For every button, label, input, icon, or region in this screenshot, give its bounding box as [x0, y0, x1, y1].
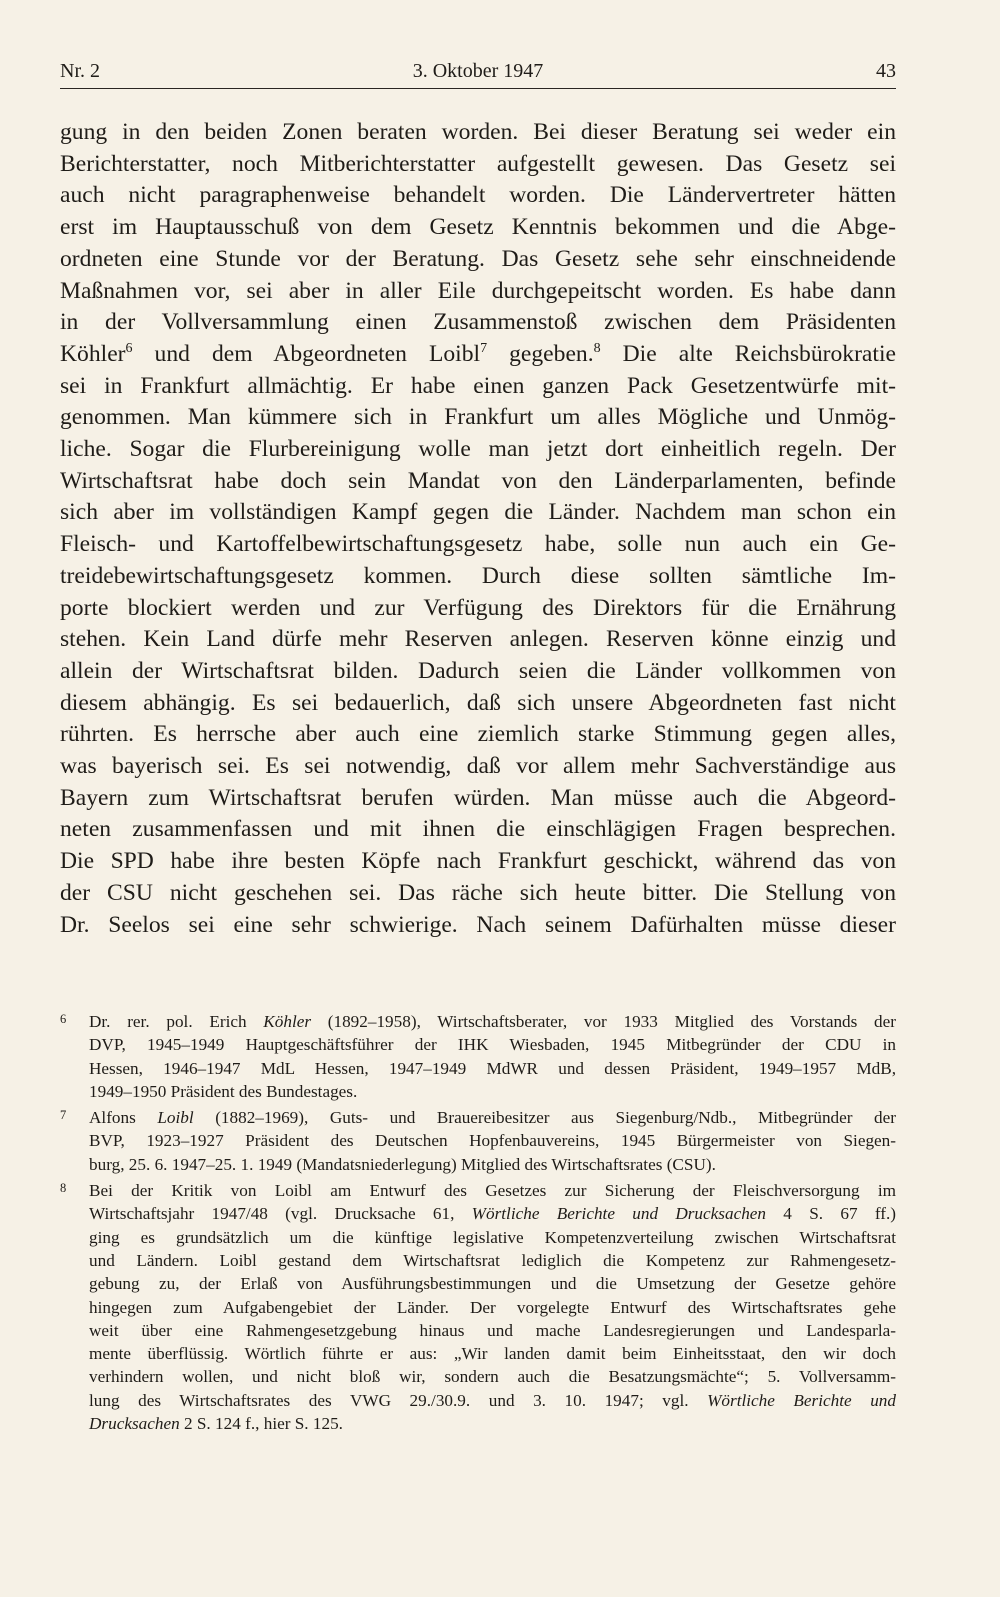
body-line [60, 719, 896, 751]
footnote-line [89, 1319, 896, 1342]
footnote-line [89, 1202, 896, 1225]
footnote-line [89, 1106, 896, 1129]
body-text-run: Dr. Seelos sei eine sehr schwierige. Nach seinem Dafürhalten müsse dieser [60, 911, 896, 938]
body-text-run: Köhler [60, 340, 126, 367]
body-text-run: genommen. Man kümmere sich in Frankfurt um alles Mögliche und Unmög- [60, 404, 896, 431]
body-line [60, 751, 896, 783]
footnote-text-run: Alfons [89, 1108, 158, 1128]
footnote-line [89, 1389, 896, 1412]
footnote-line [89, 1153, 896, 1176]
body-text-run: ordneten eine Stunde vor der Beratung. Das Gesetz sehe sehr einschneidende [60, 245, 896, 272]
footnote-line [89, 1365, 896, 1388]
footnote-text-run: BVP, 1923–1927 Präsident des Deutschen Hopfenbauvereins, 1945 Bürgermeister von Siegen- [89, 1131, 896, 1151]
footnote-italic: Köhler [263, 1012, 312, 1031]
body-text-run: stehen. Kein Land dürfe mehr Reserven anlegen. Reserven könne einzig und [60, 626, 896, 653]
footnote-text-run: verhindern wollen, und nicht bloß wir, sondern auch die Besatzungsmächte“; 5. Vollversamm- [89, 1367, 896, 1387]
body-line [60, 371, 896, 403]
footnote-ref: 7 [480, 341, 488, 357]
footnote [60, 1010, 896, 1103]
body-text-run: Fleisch- und Kartoffelbewirtschaftungsgesetz habe, solle nun auch ein Ge- [60, 531, 896, 558]
footnote [60, 1106, 896, 1176]
footnote-line [89, 1010, 896, 1033]
footnotes [60, 1010, 896, 1438]
footnote-line [89, 1080, 896, 1103]
issue-number: Nr. 2 [60, 60, 100, 82]
body-text-run: rührten. Es herrsche aber auch eine ziemlich starke Stimmung gegen alles, [60, 721, 896, 748]
body-text-run: Berichterstatter, noch Mitberichterstatter aufgestellt gewesen. Das Gesetz sei [60, 150, 896, 177]
body-line [60, 878, 896, 910]
body-text-run: Die alte Reichsbürokratie [600, 340, 896, 367]
footnote-line [89, 1033, 896, 1056]
body-text-run: in der Vollversammlung einen Zusammenstoß zwischen dem Präsidenten [60, 309, 896, 336]
footnote-text-run: weit über eine Rahmengesetzgebung hinaus und mache Landesregierungen und Landesparla- [89, 1320, 896, 1340]
body-line [60, 117, 896, 149]
footnote-text-run: lung des Wirtschaftsrates des VWG 29./30.9. und 3. 10. 1947; vgl. [89, 1390, 708, 1410]
body-text-run: Die SPD habe ihre besten Köpfe nach Frankfurt geschickt, während das von [60, 848, 896, 875]
body-text-run: neten zusammenfassen und mit ihnen die einschlägigen Fragen besprechen. [60, 816, 896, 843]
footnote-text-run: hingegen zum Aufgabengebiet der Länder. Der vorgelegte Entwurf des Wirtschaftsrates gehe [89, 1297, 896, 1317]
footnote-line [89, 1129, 896, 1152]
footnote-text-run: Wirtschaftsjahr 1947/48 (vgl. Drucksache 61, [89, 1204, 472, 1224]
footnote-number: 7 [60, 1108, 67, 1123]
body-line [60, 180, 896, 212]
footnote-text-run: (1882–1969), Guts- und Brauereibesitzer aus Siegenburg/Ndb., Mitbegründer der [193, 1108, 896, 1128]
footnote-line [89, 1272, 896, 1295]
body-line [60, 276, 896, 308]
footnote-text-run: Hessen, 1946–1947 MdL Hessen, 1947–1949 MdWR und dessen Präsident, 1949–1957 MdB, [89, 1058, 896, 1078]
body-line [60, 402, 896, 434]
body-text [60, 117, 896, 941]
body-text-run: gegeben. [487, 340, 594, 367]
body-line [60, 529, 896, 561]
body-line [60, 561, 896, 593]
body-line [60, 466, 896, 498]
footnote-line [89, 1226, 896, 1249]
footnote-line [89, 1296, 896, 1319]
body-line [60, 624, 896, 656]
body-line [60, 434, 896, 466]
footnote-text-run: mente überflüssig. Wörtlich führte er aus: „Wir landen damit beim Einheitsstaat, den wir doch [89, 1344, 896, 1364]
body-line [60, 339, 896, 371]
footnote-line [89, 1249, 896, 1272]
footnote-italic: Loibl [157, 1108, 194, 1128]
body-text-run: Bayern zum Wirtschaftsrat berufen würden. Man müsse auch die Abgeord- [60, 784, 896, 811]
footnote-text-run: 4 S. 67 ff.) [766, 1204, 896, 1224]
footnote-number: 6 [60, 1012, 67, 1026]
body-text-run: Wirtschaftsrat habe doch sein Mandat von den Länderparlamenten, befinde [60, 467, 896, 494]
footnote-text-run: DVP, 1945–1949 Hauptgeschäftsführer der IHK Wiesbaden, 1945 Mitbegründer der CDU in [89, 1035, 896, 1055]
footnote-line [89, 1412, 896, 1435]
body-line [60, 688, 896, 720]
footnote-text-run: und Ländern. Loibl gestand dem Wirtschaftsrat lediglich die Kompetenz zur Rahmengesetz- [89, 1250, 896, 1270]
body-line [60, 307, 896, 339]
body-text-run: der CSU nicht geschehen sei. Das räche sich heute bitter. Die Stellung von [60, 879, 896, 906]
footnote-text-run: 1949–1950 Präsident des Bundestages. [89, 1081, 358, 1101]
footnote-number: 8 [60, 1181, 67, 1196]
body-text-run: was bayerisch sei. Es sei notwendig, daß vor allem mehr Sachverständige aus [60, 753, 896, 780]
footnote-text-run: gebung zu, der Erlaß von Ausführungsbestimmungen und die Umsetzung der Gesetze gehöre [89, 1274, 896, 1294]
footnote-text-run: 2 S. 124 f., hier S. 125. [179, 1414, 343, 1434]
footnote-italic: Wörtliche Berichte und Drucksachen [471, 1204, 767, 1224]
body-text-run: sei in Frankfurt allmächtig. Er habe einen ganzen Pack Gesetzentwürfe mit- [60, 372, 896, 399]
body-line [60, 910, 896, 942]
body-line [60, 846, 896, 878]
footnote-ref: 6 [125, 341, 133, 357]
footnote-italic: Wörtliche Berichte und [707, 1390, 896, 1410]
body-text-run: und dem Abgeordneten Loibl [132, 340, 481, 367]
body-text-run: gung in den beiden Zonen beraten worden. Bei dieser Beratung sei weder ein [60, 119, 896, 145]
footnote-line [89, 1342, 896, 1365]
footnote-ref: 8 [593, 341, 601, 357]
footnote-text-run: ging es grundsätzlich um die künftige legislative Kompetenzverteilung zwischen Wirtschaftsrat [89, 1227, 896, 1247]
footnote [60, 1179, 896, 1435]
body-text-run: Maßnahmen vor, sei aber in aller Eile durchgepeitscht worden. Es habe dann [60, 277, 896, 304]
running-header [60, 58, 896, 89]
body-text-run: treidebewirtschaftungsgesetz kommen. Durch diese sollten sämtliche Im- [60, 562, 896, 589]
footnote-italic: Drucksachen [89, 1414, 180, 1434]
body-line [60, 244, 896, 276]
body-text-run: allein der Wirtschaftsrat bilden. Dadurch seien die Länder vollkommen von [60, 657, 896, 684]
page-number: 43 [876, 60, 896, 82]
header-date: 3. Oktober 1947 [412, 60, 544, 82]
footnote-text-run: Dr. rer. pol. Erich [89, 1012, 264, 1031]
body-text-run: liche. Sogar die Flurbereinigung wolle man jetzt dort einheitlich regeln. Der [60, 436, 896, 463]
body-text-run: auch nicht paragraphenweise behandelt worden. Die Ländervertreter hätten [60, 182, 896, 209]
body-text-run: porte blockiert werden und zur Verfügung des Direktors für die Ernährung [60, 594, 896, 621]
body-text-run: erst im Hauptausschuß von dem Gesetz Kenntnis bekommen und die Abge- [60, 214, 896, 241]
body-text-run: diesem abhängig. Es sei bedauerlich, daß sich unsere Abgeordneten fast nicht [60, 689, 896, 716]
footnote-text-run: (1892–1958), Wirtschaftsberater, vor 1933 Mitglied des Vorstands der [311, 1012, 896, 1031]
footnote-text-run: burg, 25. 6. 1947–25. 1. 1949 (Mandatsniederlegung) Mitglied des Wirtschaftsrates (CSU). [89, 1154, 716, 1174]
footnote-text-run: Bei der Kritik von Loibl am Entwurf des Gesetzes zur Sicherung der Fleischversorgung im [89, 1181, 896, 1201]
body-line [60, 149, 896, 181]
body-line [60, 497, 896, 529]
footnote-line [89, 1179, 896, 1202]
body-line [60, 212, 896, 244]
body-line [60, 656, 896, 688]
body-line [60, 593, 896, 625]
footnote-line [89, 1057, 896, 1080]
body-line [60, 814, 896, 846]
body-text-run: sich aber im vollständigen Kampf gegen die Länder. Nachdem man schon ein [60, 499, 896, 526]
body-line [60, 783, 896, 815]
